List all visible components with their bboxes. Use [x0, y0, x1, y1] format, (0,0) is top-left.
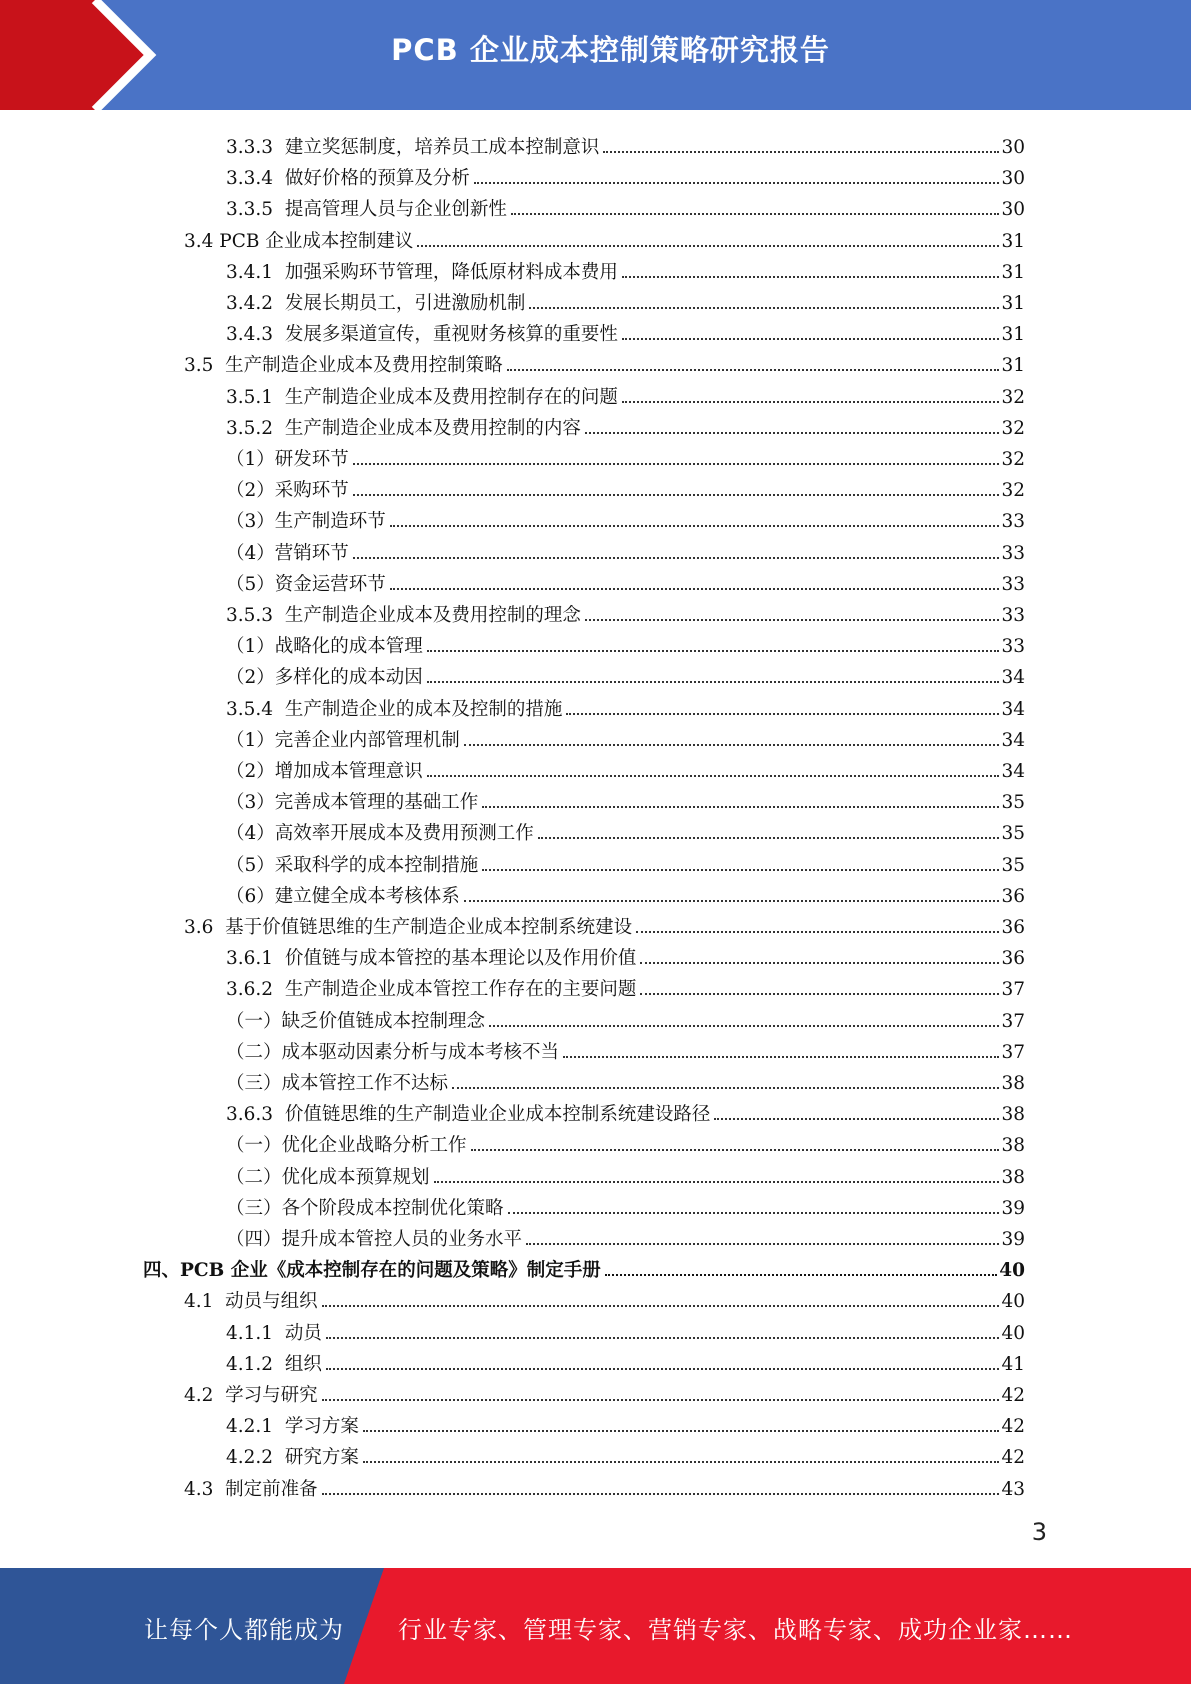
toc-entry-title: （四）提升成本管控人员的业务水平 [226, 1229, 523, 1250]
toc-entry-title: （2）多样化的成本动因 [226, 667, 423, 689]
toc-entry-page: 38 [1001, 1135, 1025, 1157]
toc-entry-title: 3.3.4 做好价格的预算及分析 [226, 168, 470, 190]
toc-entry-page: 40 [1001, 1322, 1025, 1344]
toc-entry[interactable] [226, 1407, 1025, 1438]
toc-entry-page: 34 [1001, 729, 1025, 751]
toc-entry-title: 3.5.1 生产制造企业成本及费用控制存在的问题 [226, 386, 618, 408]
toc-entry[interactable] [226, 1438, 1025, 1469]
toc-entry[interactable] [226, 846, 1025, 877]
toc-entry-title: 4.1.1 动员 [226, 1322, 322, 1344]
toc-dot-leader [390, 525, 1000, 527]
toc-dot-leader [563, 1056, 999, 1058]
toc-entry[interactable] [226, 534, 1025, 565]
toc-entry-title: 4.2.2 研究方案 [226, 1447, 359, 1469]
toc-entry[interactable] [226, 502, 1025, 533]
toc-dot-leader [464, 744, 1000, 746]
toc-entry[interactable] [226, 1095, 1025, 1126]
toc-entry-page: 42 [1001, 1447, 1025, 1469]
toc-entry-page: 31 [1001, 293, 1025, 314]
toc-dot-leader [322, 1305, 1000, 1307]
toc-entry[interactable] [226, 970, 1025, 1001]
toc-entry[interactable] [226, 409, 1025, 440]
toc-entry[interactable] [226, 627, 1025, 658]
toc-entry-page: 32 [1001, 386, 1025, 408]
toc-entry-title: 4.1.2 组织 [226, 1353, 322, 1375]
toc-entry-title: 4.1 动员与组织 [184, 1291, 318, 1313]
page-header [0, 0, 1191, 110]
toc-entry-title: （二）优化成本预算规划 [226, 1166, 430, 1188]
toc-dot-leader [529, 307, 999, 309]
toc-entry[interactable] [226, 253, 1025, 284]
toc-entry-page: 36 [1001, 917, 1025, 938]
toc-entry-title: 四、PCB 企业《成本控制存在的问题及策略》制定手册 [143, 1260, 601, 1282]
toc-entry-title: 3.5.3 生产制造企业成本及费用控制的理念 [226, 605, 581, 626]
toc-entry-page: 41 [1001, 1353, 1025, 1375]
toc-entry-page: 43 [1001, 1478, 1025, 1500]
toc-entry-page: 35 [1001, 854, 1025, 876]
toc-entry[interactable] [226, 128, 1025, 159]
toc-dot-leader [322, 1493, 1000, 1495]
toc-entry-title: 3.4.1 加强采购环节管理，降低原材料成本费用 [226, 261, 618, 283]
toc-entry[interactable] [184, 346, 1025, 377]
toc-dot-leader [452, 1087, 999, 1089]
toc-dot-leader [427, 775, 1000, 777]
toc-entry-title: （4）营销环节 [226, 542, 349, 564]
toc-entry-title: 3.6.3 价值链思维的生产制造业企业成本控制系统建设路径 [226, 1104, 711, 1126]
toc-entry[interactable] [226, 1220, 1025, 1251]
page-footer [0, 1568, 1191, 1684]
toc-entry[interactable] [226, 471, 1025, 502]
toc-dot-leader [538, 837, 1000, 839]
toc-entry[interactable] [226, 1314, 1025, 1345]
toc-entry[interactable] [226, 284, 1025, 315]
toc-dot-leader [427, 650, 1000, 652]
toc-dot-leader [363, 1430, 1000, 1432]
toc-entry[interactable] [226, 814, 1025, 845]
toc-dot-leader [482, 869, 999, 871]
toc-entry-title: （1）完善企业内部管理机制 [226, 729, 460, 751]
toc-entry-title: （2）采购环节 [226, 480, 349, 502]
toc-entry[interactable] [184, 1376, 1025, 1407]
toc-entry-page: 32 [1001, 480, 1025, 502]
toc-entry-page: 30 [1001, 137, 1025, 158]
toc-entry-page: 30 [1001, 199, 1025, 221]
toc-entry-page: 39 [1001, 1229, 1025, 1250]
toc-entry-title: 4.3 制定前准备 [184, 1478, 318, 1500]
toc-dot-leader [566, 713, 999, 715]
toc-dot-leader [482, 806, 999, 808]
toc-dot-leader [363, 1461, 1000, 1463]
toc-entry-title: （一）缺乏价值链成本控制理念 [226, 1010, 486, 1032]
toc-entry[interactable] [226, 565, 1025, 596]
toc-entry-title: 3.4 PCB 企业成本控制建议 [184, 230, 414, 252]
toc-entry-page: 37 [1001, 979, 1025, 1001]
toc-entry-title: 3.5 生产制造企业成本及费用控制策略 [184, 355, 503, 377]
toc-entry-page: 37 [1001, 1041, 1025, 1063]
toc-entry-page: 36 [1001, 885, 1025, 907]
toc-dot-leader [417, 245, 999, 247]
toc-entry-page: 30 [1001, 168, 1025, 190]
toc-entry-page: 38 [1001, 1104, 1025, 1126]
toc-entry-page: 40 [999, 1260, 1025, 1282]
toc-entry-title: 3.6.1 价值链与成本管控的基本理论以及作用价值 [226, 948, 637, 970]
toc-dot-leader [434, 1181, 1000, 1183]
toc-entry[interactable] [226, 190, 1025, 221]
toc-dot-leader [464, 900, 1000, 902]
toc-entry-page: 33 [1001, 636, 1025, 658]
toc-entry-title: （三）各个阶段成本控制优化策略 [226, 1197, 504, 1219]
toc-entry-page: 33 [1001, 511, 1025, 533]
toc-entry[interactable] [184, 222, 1025, 253]
toc-dot-leader [526, 1243, 999, 1245]
toc-entry[interactable] [226, 752, 1025, 783]
toc-entry-title: （二）成本驱动因素分析与成本考核不当 [226, 1041, 560, 1063]
toc-dot-leader [390, 588, 1000, 590]
toc-entry-page: 35 [1001, 792, 1025, 814]
toc-dot-leader [507, 369, 1000, 371]
toc-entry-page: 40 [1001, 1291, 1025, 1313]
toc-dot-leader [622, 338, 1000, 340]
toc-entry-page: 38 [1001, 1166, 1025, 1188]
toc-entry-title: 3.3.5 提高管理人员与企业创新性 [226, 199, 507, 221]
toc-entry-title: 3.5.2 生产制造企业成本及费用控制的内容 [226, 417, 581, 439]
toc-entry[interactable] [226, 690, 1025, 721]
page-number: 3 [1031, 1518, 1047, 1546]
report-title: PCB 企业成本控制策略研究报告 [391, 33, 830, 67]
toc-dot-leader [603, 151, 999, 153]
toc-entry[interactable] [226, 1126, 1025, 1157]
toc-entry[interactable] [226, 721, 1025, 752]
toc-dot-leader [622, 401, 1000, 403]
toc-dot-leader [353, 494, 1000, 496]
toc-entry-title: （1）战略化的成本管理 [226, 636, 423, 658]
toc-entry-page: 31 [1001, 261, 1025, 283]
toc-entry[interactable] [226, 596, 1025, 627]
toc-entry[interactable] [184, 1282, 1025, 1313]
toc-entry-page: 35 [1001, 823, 1025, 845]
toc-dot-leader [489, 1025, 999, 1027]
toc-entry-title: 4.2 学习与研究 [184, 1385, 318, 1406]
toc-dot-leader [636, 931, 999, 933]
toc-entry-page: 31 [1001, 324, 1025, 346]
toc-entry[interactable] [226, 159, 1025, 190]
toc-entry-title: （三）成本管控工作不达标 [226, 1073, 449, 1094]
toc-dot-leader [714, 1118, 999, 1120]
toc-entry-title: 4.2.1 学习方案 [226, 1416, 359, 1438]
toc-entry[interactable] [226, 658, 1025, 689]
toc-dot-leader [326, 1337, 1000, 1339]
toc-entry[interactable] [226, 315, 1025, 346]
toc-entry-title: （5）资金运营环节 [226, 573, 386, 595]
toc-dot-leader [322, 1399, 1000, 1401]
toc-entry-page: 36 [1001, 948, 1025, 970]
toc-entry-title: （6）建立健全成本考核体系 [226, 885, 460, 907]
toc-dot-leader [622, 276, 1000, 278]
toc-entry-title: 3.6 基于价值链思维的生产制造企业成本控制系统建设 [184, 917, 633, 938]
toc-dot-leader [640, 993, 999, 995]
toc-entry-title: 3.6.2 生产制造企业成本管控工作存在的主要问题 [226, 979, 637, 1001]
toc-entry-page: 31 [1001, 230, 1025, 252]
toc-dot-leader [640, 962, 999, 964]
toc-dot-leader [605, 1274, 998, 1276]
toc-entry-page: 32 [1001, 449, 1025, 470]
toc-dot-leader [511, 213, 1000, 215]
toc-entry-title: 3.4.2 发展长期员工，引进激励机制 [226, 293, 526, 314]
toc-entry-page: 31 [1001, 355, 1025, 377]
toc-entry-page: 33 [1001, 605, 1025, 626]
toc-entry[interactable] [184, 1470, 1025, 1501]
toc-entry-title: （2）增加成本管理意识 [226, 761, 423, 782]
toc-entry-page: 37 [1001, 1010, 1025, 1032]
toc-entry[interactable] [226, 1189, 1025, 1220]
toc-entry[interactable] [184, 908, 1025, 939]
toc-entry[interactable] [143, 1251, 1025, 1282]
toc-dot-leader [474, 182, 1000, 184]
toc-dot-leader [353, 463, 1000, 465]
toc-entry-title: （3）完善成本管理的基础工作 [226, 792, 479, 814]
toc-entry[interactable] [226, 783, 1025, 814]
toc-entry-title: （3）生产制造环节 [226, 511, 386, 533]
toc-dot-leader [326, 1368, 1000, 1370]
toc-entry-title: （1）研发环节 [226, 449, 349, 470]
toc-entry[interactable] [226, 1064, 1025, 1095]
toc-entry[interactable] [226, 1033, 1025, 1064]
toc-dot-leader [585, 432, 1000, 434]
toc-entry[interactable] [226, 1345, 1025, 1376]
toc-entry-title: 3.3.3 建立奖惩制度，培养员工成本控制意识 [226, 137, 600, 158]
toc-entry-page: 34 [1001, 667, 1025, 689]
toc-entry[interactable] [226, 939, 1025, 970]
toc-entry-page: 39 [1001, 1197, 1025, 1219]
toc-dot-leader [508, 1212, 1000, 1214]
toc-entry-page: 32 [1001, 417, 1025, 439]
toc-dot-leader [353, 557, 1000, 559]
toc-entry[interactable] [226, 877, 1025, 908]
toc-entry-title: （一）优化企业战略分析工作 [226, 1135, 467, 1157]
toc-entry-title: （4）高效率开展成本及费用预测工作 [226, 823, 534, 845]
toc-entry-page: 42 [1001, 1416, 1025, 1438]
toc-dot-leader [585, 619, 1000, 621]
toc-entry-page: 33 [1001, 573, 1025, 595]
toc-entry-title: （5）采取科学的成本控制措施 [226, 854, 479, 876]
toc-entry-page: 34 [1001, 698, 1025, 720]
toc-entry[interactable] [226, 440, 1025, 471]
toc-entry[interactable] [226, 1158, 1025, 1189]
toc-dot-leader [427, 681, 1000, 683]
toc-entry-title: 3.5.4 生产制造企业的成本及控制的措施 [226, 698, 563, 720]
toc-dot-leader [471, 1149, 1000, 1151]
footer-slogan-right: 行业专家、管理专家、营销专家、战略专家、成功企业家…… [398, 1616, 1073, 1644]
toc-entry[interactable] [226, 1002, 1025, 1033]
toc-entry-page: 38 [1001, 1073, 1025, 1094]
toc-entry[interactable] [226, 378, 1025, 409]
footer-slogan-left: 让每个人都能成为 [144, 1616, 344, 1644]
toc-entry-page: 34 [1001, 761, 1025, 782]
toc-entry-page: 42 [1001, 1385, 1025, 1406]
toc-entry-page: 33 [1001, 542, 1025, 564]
toc-entry-title: 3.4.3 发展多渠道宣传，重视财务核算的重要性 [226, 324, 618, 346]
